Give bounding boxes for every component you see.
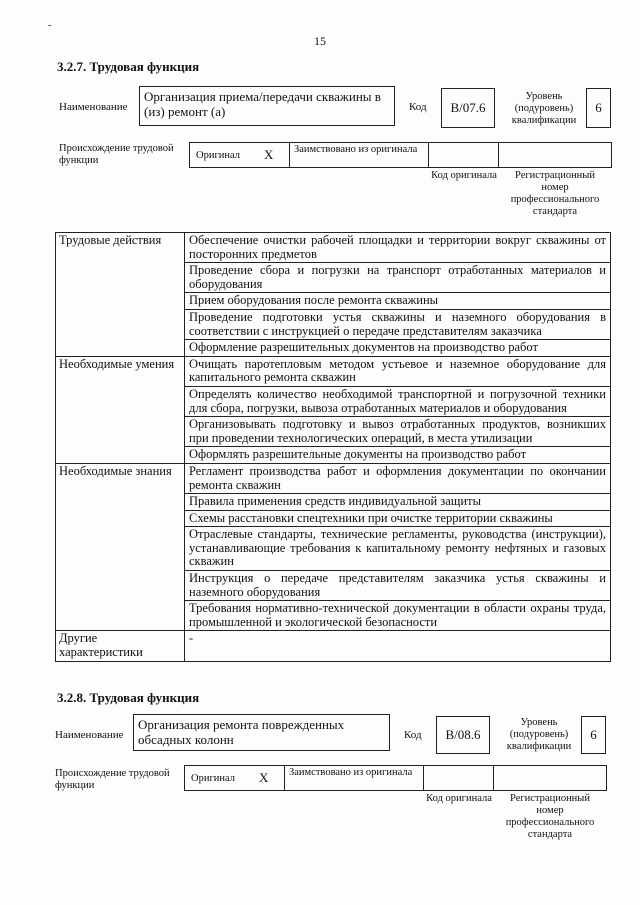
reg-num-label-327: Регистрационный номер профессионального стандарта	[510, 170, 600, 217]
code-orig-cell-327	[428, 142, 499, 168]
table-cell: Прием оборудования после ремонта скважины	[185, 293, 611, 310]
table-cell: -	[185, 631, 611, 662]
name-label-328: Наименование	[55, 729, 124, 741]
name-value-327: Организация приема/передачи скважины в (из) ремонт (а)	[139, 86, 395, 126]
table-cell: Обеспечение очистки рабочей площадки и территории вокруг скважины от посторонних предметов	[185, 233, 611, 263]
name-label-327: Наименование	[59, 101, 128, 113]
function-table	[55, 232, 611, 662]
table-cell: Проведение подготовки устья скважины и наземного оборудования в соответствии с инструкцией о передаче представителям заказчика	[185, 309, 611, 339]
table-cell: Регламент производства работ и оформления документации по окончании ремонта скважин	[185, 463, 611, 493]
table-cell: Отраслевые стандарты, технические регламенты, руководства (инструкции), устанавливающие требования к капитальному ремонту нефтяных и газовых скважин	[185, 527, 611, 571]
category-labor-actions: Трудовые действия	[56, 233, 185, 357]
borrowed-label-327: Заимствовано из оригинала	[294, 144, 418, 155]
table-cell: Схемы расстановки спецтехники при очистке территории скважины	[185, 510, 611, 527]
level-value-328: 6	[581, 716, 606, 754]
table-cell: Правила применения средств индивидуальной защиты	[185, 494, 611, 511]
level-value-327: 6	[586, 88, 611, 128]
original-label-328: Оригинал	[191, 773, 235, 784]
code-label-328: Код	[404, 729, 422, 741]
reg-num-label-328: Регистрационный номер профессионального стандарта	[505, 793, 595, 840]
category-other: Другие характеристики	[56, 631, 185, 662]
code-value-328: В/08.6	[436, 716, 490, 754]
table-cell: Требования нормативно-технической документации в области охраны труда, промышленной и экологической безопасности	[185, 601, 611, 631]
code-orig-label-328: Код оригинала	[426, 793, 492, 804]
category-knowledge: Необходимые знания	[56, 463, 185, 631]
table-cell: Оформление разрешительных документов на производство работ	[185, 340, 611, 357]
category-skills: Необходимые умения	[56, 356, 185, 463]
table-cell: Проведение сбора и погрузки на транспорт отработанных материалов и оборудования	[185, 263, 611, 293]
table-cell: Инструкция о передаче представителям заказчика устья скважины и наземного оборудования	[185, 571, 611, 601]
section-title-328: 3.2.8. Трудовая функция	[57, 690, 200, 705]
level-label-328: Уровень (подуровень) квалификации	[506, 717, 572, 752]
code-orig-label-327: Код оригинала	[431, 170, 497, 181]
page-number: 15	[314, 34, 326, 48]
corner-mark: -	[48, 20, 52, 31]
section-title-327: 3.2.7. Трудовая функция	[57, 59, 200, 74]
level-label-327: Уровень (подуровень) квалификации	[511, 91, 577, 126]
original-label-327: Оригинал	[196, 150, 240, 161]
original-mark-327: X	[264, 147, 274, 162]
table-cell: Очищать паротепловым методом устьевое и наземное оборудование для капитального ремонта скважин	[185, 356, 611, 386]
code-orig-cell-328	[423, 765, 494, 791]
code-value-327: В/07.6	[441, 88, 495, 128]
table-cell: Оформлять разрешительные документы на производство работ	[185, 447, 611, 464]
borrowed-label-328: Заимствовано из оригинала	[289, 767, 413, 778]
origin-label-328: Происхождение трудовой функции	[55, 768, 170, 791]
table-cell: Организовывать подготовку и вывоз отработанных продуктов, возникших при проведении технологических операций, в места утилизации	[185, 417, 611, 447]
table-cell: Определять количество необходимой транспортной и погрузочной техники для сбора, погрузки, вывоза отработанных материалов и оборудования	[185, 386, 611, 416]
name-value-328: Организация ремонта поврежденных обсадных колонн	[133, 714, 390, 751]
origin-label-327: Происхождение трудовой функции	[59, 143, 174, 166]
original-mark-328: X	[259, 770, 269, 785]
code-label-327: Код	[409, 101, 427, 113]
